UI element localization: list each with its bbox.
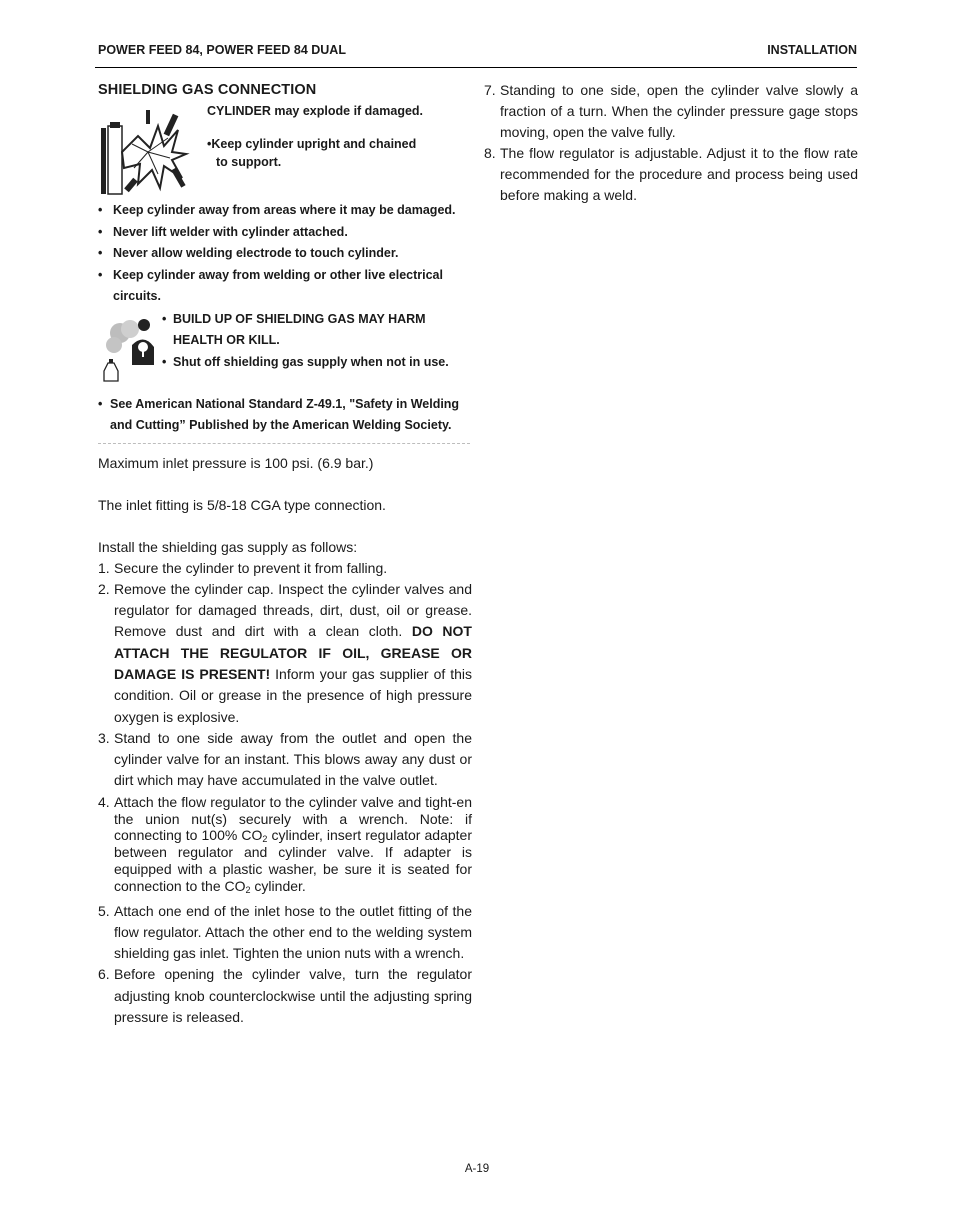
list-item: • BUILD UP OF SHIELDING GAS MAY HARM HEALTH OR KILL. xyxy=(162,309,472,352)
install-steps-continued xyxy=(484,80,858,206)
list-item: • Never allow welding electrode to touch cylinder. xyxy=(98,243,472,265)
right-column xyxy=(484,80,858,206)
install-intro: Install the shielding gas supply as follows: xyxy=(98,538,358,555)
step-text: Remove the cylinder cap. Inspect the cylinder valves and regulator for damaged threads, dirt, dust, oil or grease. Remove dust and dirt with a clean cloth. xyxy=(114,580,472,640)
warning-heading: CYLINDER may explode if damaged. xyxy=(207,104,424,118)
exploding-cylinder-icon xyxy=(98,108,190,196)
subscript: 2 xyxy=(262,834,268,845)
list-item: • Shut off shielding gas supply when not in use. xyxy=(162,352,472,374)
step-text: cylinder. xyxy=(250,877,306,894)
install-steps xyxy=(98,558,472,1029)
step-text: Secure the cylinder to prevent it from falling. xyxy=(114,559,388,576)
left-column xyxy=(98,80,472,1028)
header-rule xyxy=(95,67,857,68)
step-number: 6. xyxy=(98,966,110,983)
step-number: 8. xyxy=(484,145,496,161)
warning-subtext xyxy=(207,135,447,171)
step-text: Attach one end of the inlet hose to the outlet fitting of the flow regulator. Attach the other end to the welding system shielding gas inlet. Tighten the union nuts with a wrench. xyxy=(114,902,472,962)
step-item xyxy=(98,558,472,579)
step-text: cylinder, insert regulator adapter between regulator and cylinder valve. If adapter is equipped with a plastic washer, be sure it is seated for connection to the CO xyxy=(114,827,472,894)
step-item xyxy=(98,792,472,901)
step-item xyxy=(98,728,472,792)
header-left: POWER FEED 84, POWER FEED 84 DUAL xyxy=(98,43,346,57)
max-pressure-text: Maximum inlet pressure is 100 psi. (6.9 bar.) xyxy=(98,454,374,471)
list-item: • Keep cylinder away from welding or other live electrical circuits. xyxy=(98,265,472,308)
header-right: INSTALLATION xyxy=(767,43,857,57)
step-text: Standing to one side, open the cylinder valve slowly a fraction of a turn. When the cylinder pressure gage stops moving, open the valve fully. xyxy=(500,82,858,140)
gas-hazard-warning xyxy=(98,309,472,389)
warning-subtext-line1: •Keep cylinder upright and chained xyxy=(207,137,417,151)
step-number: 3. xyxy=(98,729,110,746)
ansi-reference: • See American National Standard Z-49.1, "Safety in Welding and Cutting” Published by the American Welding Society. xyxy=(98,394,472,437)
page-number: A-19 xyxy=(464,1163,490,1175)
step-item xyxy=(484,80,858,143)
step-item xyxy=(98,901,472,965)
gas-hazard-list xyxy=(162,309,472,374)
step-text: Attach the flow regulator to the cylinder valve and tight-en the union nut(s) securely with a wrench. Note: if connecting to 100% CO xyxy=(114,793,472,844)
section-title: SHIELDING GAS CONNECTION xyxy=(98,82,317,98)
divider xyxy=(98,443,470,444)
step-number: 7. xyxy=(484,82,496,98)
inlet-fitting-text: The inlet fitting is 5/8-18 CGA type connection. xyxy=(98,496,386,513)
gas-fume-hazard-icon xyxy=(100,315,162,383)
list-item: • Keep cylinder away from areas where it may be damaged. xyxy=(98,200,472,222)
step-text: Inform your gas supplier of this condition. Oil or grease in the presence of high pressure oxygen is explosive. xyxy=(114,665,473,725)
step-number: 5. xyxy=(98,902,110,919)
step-warning-text: DO NOT ATTACH THE REGULATOR IF OIL, GREASE OR DAMAGE IS PRESENT! xyxy=(114,623,472,682)
step-text: Before opening the cylinder valve, turn the regulator adjusting knob counterclockwise until the adjusting spring pressure is released. xyxy=(114,966,472,1026)
step-number: 4. xyxy=(98,793,110,810)
step-text: The flow regulator is adjustable. Adjust it to the flow rate recommended for the procedure and process being used before making a weld. xyxy=(500,145,858,203)
step-item xyxy=(484,143,858,206)
step-number: 2. xyxy=(98,580,110,597)
subscript: 2 xyxy=(245,884,251,895)
step-number: 1. xyxy=(98,559,110,576)
list-item: • Never lift welder with cylinder attached. xyxy=(98,222,472,244)
cylinder-safety-list xyxy=(98,200,472,308)
step-item xyxy=(98,579,472,728)
warning-subtext-line2: to support. xyxy=(216,155,282,169)
cylinder-warning xyxy=(98,102,472,200)
step-item xyxy=(98,964,472,1028)
step-text: Stand to one side away from the outlet and open the cylinder valve for an instant. This blows away any dust or dirt which may have accumulated in the valve outlet. xyxy=(114,729,472,789)
